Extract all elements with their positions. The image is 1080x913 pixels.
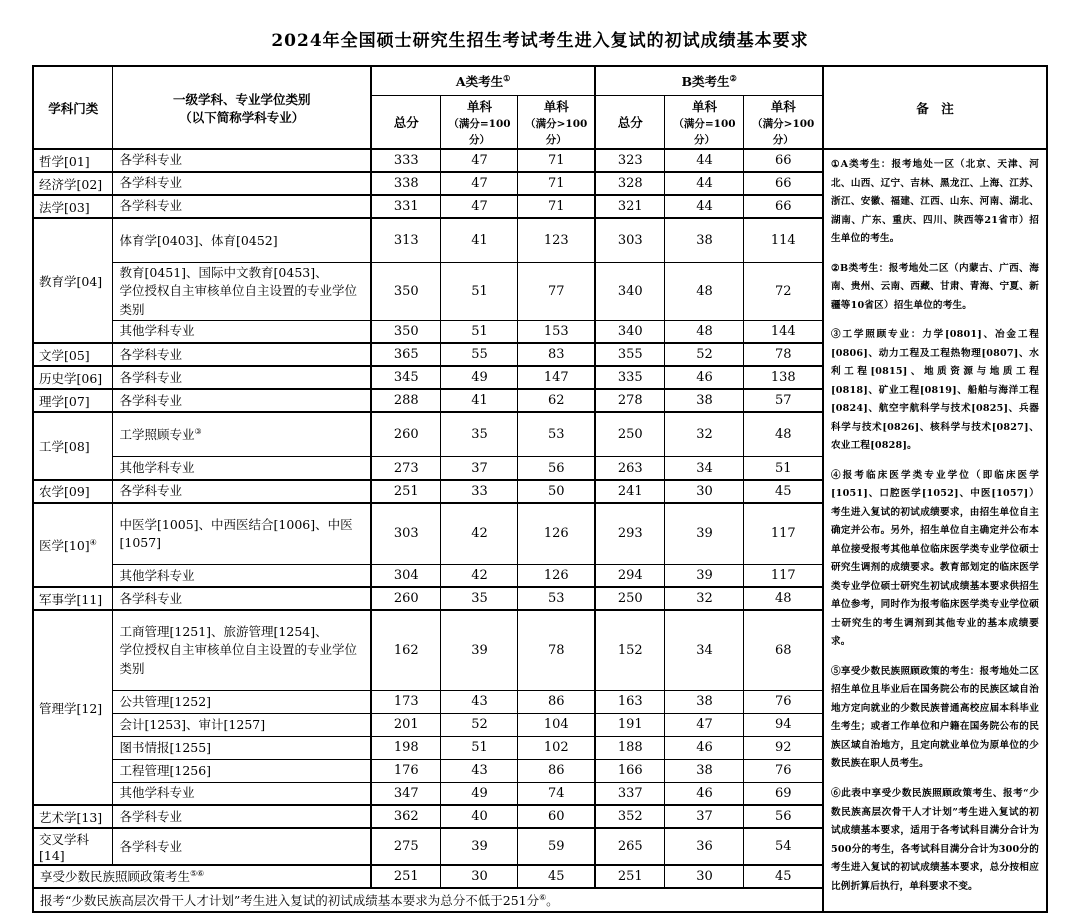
major-cell: 各学科专业 <box>113 587 371 610</box>
score-cell: 45 <box>744 480 823 503</box>
score-cell: 102 <box>518 736 595 759</box>
score-cell: 251 <box>371 865 441 888</box>
major-cell: 体育学[0403]、体育[0452] <box>113 218 371 263</box>
score-cell: 304 <box>371 564 441 587</box>
remark-paragraph: ④报考临床医学类专业学位（即临床医学[1051]、口腔医学[1052]、中医[1057]）考生进入复试的初试成绩要求，由招生单位自主确定并公布。另外，招生单位自主确定并公布本单位接受报考其他单位临床医学类专业学位硕士研究生调剂的成绩要求。教育部划定的临床医学类专业学位硕士研究生初试成绩基本要求供招生单位参考，同时作为报考临床医学类专业学位硕士研究生的考生调剂到其他专业的基本成绩要求。 <box>831 469 1040 648</box>
score-cell: 59 <box>518 828 595 865</box>
score-cell: 94 <box>744 713 823 736</box>
score-cell: 71 <box>518 195 595 218</box>
score-cell: 47 <box>441 195 518 218</box>
footnote-text: 报考“少数民族高层次骨干人才计划”考生进入复试的初试成绩基本要求为总分不低于251分⑥。 <box>33 888 823 912</box>
score-cell: 60 <box>518 805 595 828</box>
score-cell: 49 <box>441 366 518 389</box>
score-cell: 340 <box>595 320 665 343</box>
score-cell: 76 <box>744 759 823 782</box>
score-cell: 251 <box>371 480 441 503</box>
major-cell: 各学科专业 <box>113 389 371 412</box>
score-cell: 71 <box>518 172 595 195</box>
major-cell: 工商管理[1251]、旅游管理[1254]、 学位授权自主审核单位自主设置的专业学位类别 <box>113 610 371 690</box>
major-cell: 各学科专业 <box>113 480 371 503</box>
score-cell: 78 <box>518 610 595 690</box>
score-cell: 46 <box>665 366 744 389</box>
major-cell: 各学科专业 <box>113 195 371 218</box>
score-cell: 176 <box>371 759 441 782</box>
score-cell: 39 <box>441 828 518 865</box>
score-cell: 313 <box>371 218 441 263</box>
score-cell: 51 <box>441 263 518 320</box>
category-cell: 文学[05] <box>33 343 113 366</box>
score-cell: 68 <box>744 610 823 690</box>
score-cell: 32 <box>665 412 744 457</box>
category-cell: 历史学[06] <box>33 366 113 389</box>
major-cell: 会计[1253]、审计[1257] <box>113 713 371 736</box>
major-cell: 图书情报[1255] <box>113 736 371 759</box>
major-cell: 其他学科专业 <box>113 320 371 343</box>
score-cell: 117 <box>744 503 823 565</box>
category-cell: 哲学[01] <box>33 149 113 172</box>
score-cell: 303 <box>371 503 441 565</box>
score-cell: 337 <box>595 782 665 805</box>
score-cell: 39 <box>441 610 518 690</box>
score-cell: 144 <box>744 320 823 343</box>
score-cell: 48 <box>665 263 744 320</box>
score-cell: 66 <box>744 172 823 195</box>
score-cell: 365 <box>371 343 441 366</box>
minority-policy-label: 享受少数民族照顾政策考生⑤⑥ <box>33 865 371 888</box>
remark-paragraph: ①A类考生：报考地处一区（北京、天津、河北、山西、辽宁、吉林、黑龙江、上海、江苏、浙江、安徽、福建、江西、山东、河南、湖北、湖南、广东、重庆、四川、陕西等21省市）招生单位的考生。 <box>831 159 1040 245</box>
score-cell: 38 <box>665 690 744 713</box>
score-cell: 123 <box>518 218 595 263</box>
header-category: 学科门类 <box>33 66 113 149</box>
score-cell: 30 <box>665 480 744 503</box>
header-group-a: A类考生① <box>371 66 595 96</box>
score-cell: 273 <box>371 457 441 480</box>
score-cell: 48 <box>744 412 823 457</box>
score-cell: 44 <box>665 172 744 195</box>
score-cell: 42 <box>441 503 518 565</box>
score-cell: 303 <box>595 218 665 263</box>
score-table <box>32 65 1048 913</box>
score-cell: 54 <box>744 828 823 865</box>
score-cell: 173 <box>371 690 441 713</box>
category-cell: 交叉学科[14] <box>33 828 113 865</box>
score-cell: 328 <box>595 172 665 195</box>
score-cell: 47 <box>665 713 744 736</box>
score-cell: 265 <box>595 828 665 865</box>
score-cell: 126 <box>518 503 595 565</box>
major-cell: 公共管理[1252] <box>113 690 371 713</box>
score-cell: 49 <box>441 782 518 805</box>
score-cell: 355 <box>595 343 665 366</box>
score-cell: 52 <box>665 343 744 366</box>
score-cell: 48 <box>744 587 823 610</box>
score-cell: 345 <box>371 366 441 389</box>
score-cell: 138 <box>744 366 823 389</box>
footnote-marker: ① <box>503 73 511 83</box>
score-cell: 76 <box>744 690 823 713</box>
score-cell: 34 <box>665 610 744 690</box>
score-cell: 83 <box>518 343 595 366</box>
score-cell: 47 <box>441 149 518 172</box>
score-cell: 45 <box>744 865 823 888</box>
score-cell: 294 <box>595 564 665 587</box>
score-cell: 38 <box>665 218 744 263</box>
score-cell: 198 <box>371 736 441 759</box>
score-cell: 86 <box>518 759 595 782</box>
score-cell: 51 <box>441 736 518 759</box>
score-cell: 104 <box>518 713 595 736</box>
score-cell: 78 <box>744 343 823 366</box>
score-cell: 55 <box>441 343 518 366</box>
score-cell: 352 <box>595 805 665 828</box>
score-cell: 338 <box>371 172 441 195</box>
table-body <box>33 149 1047 912</box>
major-cell: 其他学科专业 <box>113 457 371 480</box>
score-cell: 147 <box>518 366 595 389</box>
score-cell: 52 <box>441 713 518 736</box>
category-cell: 工学[08] <box>33 412 113 480</box>
major-cell: 其他学科专业 <box>113 564 371 587</box>
score-cell: 263 <box>595 457 665 480</box>
score-cell: 62 <box>518 389 595 412</box>
score-cell: 162 <box>371 610 441 690</box>
score-cell: 153 <box>518 320 595 343</box>
major-cell: 其他学科专业 <box>113 782 371 805</box>
major-cell: 工程管理[1256] <box>113 759 371 782</box>
header-major: 一级学科、专业学位类别 （以下简称学科专业） <box>113 66 371 149</box>
score-cell: 250 <box>595 587 665 610</box>
score-cell: 340 <box>595 263 665 320</box>
score-cell: 37 <box>441 457 518 480</box>
category-cell: 理学[07] <box>33 389 113 412</box>
major-cell: 中医学[1005]、中西医结合[1006]、中医[1057] <box>113 503 371 565</box>
major-cell: 各学科专业 <box>113 343 371 366</box>
major-cell: 各学科专业 <box>113 828 371 865</box>
score-cell: 241 <box>595 480 665 503</box>
score-cell: 191 <box>595 713 665 736</box>
score-cell: 44 <box>665 149 744 172</box>
header-remarks: 备 注 <box>823 66 1047 149</box>
footnote-marker: ② <box>729 73 737 83</box>
score-cell: 32 <box>665 587 744 610</box>
score-cell: 39 <box>665 564 744 587</box>
category-cell: 教育学[04] <box>33 218 113 343</box>
score-cell: 278 <box>595 389 665 412</box>
score-cell: 152 <box>595 610 665 690</box>
score-cell: 117 <box>744 564 823 587</box>
score-cell: 335 <box>595 366 665 389</box>
score-cell: 114 <box>744 218 823 263</box>
header-group-b: B类考生② <box>595 66 823 96</box>
score-cell: 45 <box>518 865 595 888</box>
category-cell: 医学[10]④ <box>33 503 113 588</box>
score-cell: 35 <box>441 412 518 457</box>
score-cell: 43 <box>441 759 518 782</box>
footnote-marker: ⑤⑥ <box>190 868 204 878</box>
score-cell: 43 <box>441 690 518 713</box>
score-cell: 42 <box>441 564 518 587</box>
score-cell: 56 <box>744 805 823 828</box>
score-cell: 37 <box>665 805 744 828</box>
remark-paragraph: ⑥此表中享受少数民族照顾政策考生、报考“少数民族高层次骨干人才计划”考生进入复试的初试成绩基本要求，适用于各考试科目满分合计为500分的考生，各考试科目满分合计为300分的考生进入复试的初试成绩基本要求，总分按相应比例折算后执行，单科要求不变。 <box>831 787 1040 892</box>
score-cell: 250 <box>595 412 665 457</box>
category-cell: 法学[03] <box>33 195 113 218</box>
score-cell: 71 <box>518 149 595 172</box>
score-cell: 36 <box>665 828 744 865</box>
score-cell: 53 <box>518 412 595 457</box>
score-cell: 53 <box>518 587 595 610</box>
major-cell: 各学科专业 <box>113 366 371 389</box>
score-cell: 86 <box>518 690 595 713</box>
score-cell: 57 <box>744 389 823 412</box>
major-cell: 各学科专业 <box>113 805 371 828</box>
score-cell: 47 <box>441 172 518 195</box>
score-cell: 288 <box>371 389 441 412</box>
remarks-cell <box>823 149 1047 912</box>
footnote-marker: ③ <box>194 426 202 436</box>
major-cell: 各学科专业 <box>113 149 371 172</box>
score-cell: 77 <box>518 263 595 320</box>
header-a-total: 总分 <box>371 96 441 150</box>
score-cell: 34 <box>665 457 744 480</box>
score-cell: 41 <box>441 218 518 263</box>
score-cell: 333 <box>371 149 441 172</box>
score-cell: 331 <box>371 195 441 218</box>
header-a-single-eq: 单科 （满分=100分） <box>441 96 518 150</box>
score-cell: 126 <box>518 564 595 587</box>
remark-paragraph: ⑤享受少数民族照顾政策的考生：报考地处二区招生单位且毕业后在国务院公布的民族区域自治地方定向就业的少数民族普通高校应届本科毕业生考生；或者工作单位和户籍在国务院公布的民族区域自治地方，且定向就业单位为原单位的少数民族在职人员考生。 <box>831 665 1040 770</box>
remark-paragraph: ②B类考生：报考地处二区（内蒙古、广西、海南、贵州、云南、西藏、甘肃、青海、宁夏、新疆等10省区）招生单位的考生。 <box>831 262 1040 311</box>
score-cell: 51 <box>744 457 823 480</box>
score-cell: 48 <box>665 320 744 343</box>
score-cell: 201 <box>371 713 441 736</box>
score-cell: 350 <box>371 320 441 343</box>
score-cell: 275 <box>371 828 441 865</box>
footnote-marker: ④ <box>89 538 97 547</box>
score-cell: 188 <box>595 736 665 759</box>
score-cell: 362 <box>371 805 441 828</box>
score-cell: 30 <box>441 865 518 888</box>
score-cell: 66 <box>744 149 823 172</box>
score-cell: 46 <box>665 782 744 805</box>
major-cell: 工学照顾专业③ <box>113 412 371 457</box>
score-cell: 35 <box>441 587 518 610</box>
score-cell: 260 <box>371 587 441 610</box>
score-cell: 72 <box>744 263 823 320</box>
major-cell: 各学科专业 <box>113 172 371 195</box>
score-cell: 30 <box>665 865 744 888</box>
category-cell: 管理学[12] <box>33 610 113 805</box>
score-cell: 40 <box>441 805 518 828</box>
header-b-single-gt: 单科 （满分>100分） <box>744 96 823 150</box>
category-cell: 经济学[02] <box>33 172 113 195</box>
header-a-single-gt: 单科 （满分>100分） <box>518 96 595 150</box>
score-cell: 166 <box>595 759 665 782</box>
footnote-marker: ⑥ <box>539 892 547 902</box>
score-cell: 92 <box>744 736 823 759</box>
score-cell: 38 <box>665 759 744 782</box>
score-cell: 260 <box>371 412 441 457</box>
score-cell: 41 <box>441 389 518 412</box>
score-cell: 56 <box>518 457 595 480</box>
score-cell: 51 <box>441 320 518 343</box>
score-cell: 74 <box>518 782 595 805</box>
page-title: 2024年全国硕士研究生招生考试考生进入复试的初试成绩基本要求 <box>271 31 809 51</box>
score-cell: 350 <box>371 263 441 320</box>
score-cell: 347 <box>371 782 441 805</box>
header-b-total: 总分 <box>595 96 665 150</box>
score-cell: 44 <box>665 195 744 218</box>
table-row <box>33 149 1047 172</box>
category-cell: 军事学[11] <box>33 587 113 610</box>
score-cell: 50 <box>518 480 595 503</box>
remark-paragraph: ③工学照顾专业：力学[0801]、冶金工程[0806]、动力工程及工程热物理[0807]、水利工程[0815]、地质资源与地质工程[0818]、矿业工程[0819]、船舶与海洋工程[0824]、航空宇航科学与技术[0825]、兵器科学与技术[0826]、核科学与技术[0827]、农业工程[0828]。 <box>831 329 1040 452</box>
major-cell: 教育[0451]、国际中文教育[0453]、 学位授权自主审核单位自主设置的专业学位类别 <box>113 263 371 320</box>
score-cell: 293 <box>595 503 665 565</box>
score-cell: 33 <box>441 480 518 503</box>
score-cell: 38 <box>665 389 744 412</box>
score-cell: 39 <box>665 503 744 565</box>
score-cell: 69 <box>744 782 823 805</box>
score-cell: 251 <box>595 865 665 888</box>
score-cell: 321 <box>595 195 665 218</box>
score-cell: 323 <box>595 149 665 172</box>
score-cell: 46 <box>665 736 744 759</box>
header-b-single-eq: 单科 （满分=100分） <box>665 96 744 150</box>
score-cell: 66 <box>744 195 823 218</box>
score-cell: 163 <box>595 690 665 713</box>
category-cell: 农学[09] <box>33 480 113 503</box>
category-cell: 艺术学[13] <box>33 805 113 828</box>
